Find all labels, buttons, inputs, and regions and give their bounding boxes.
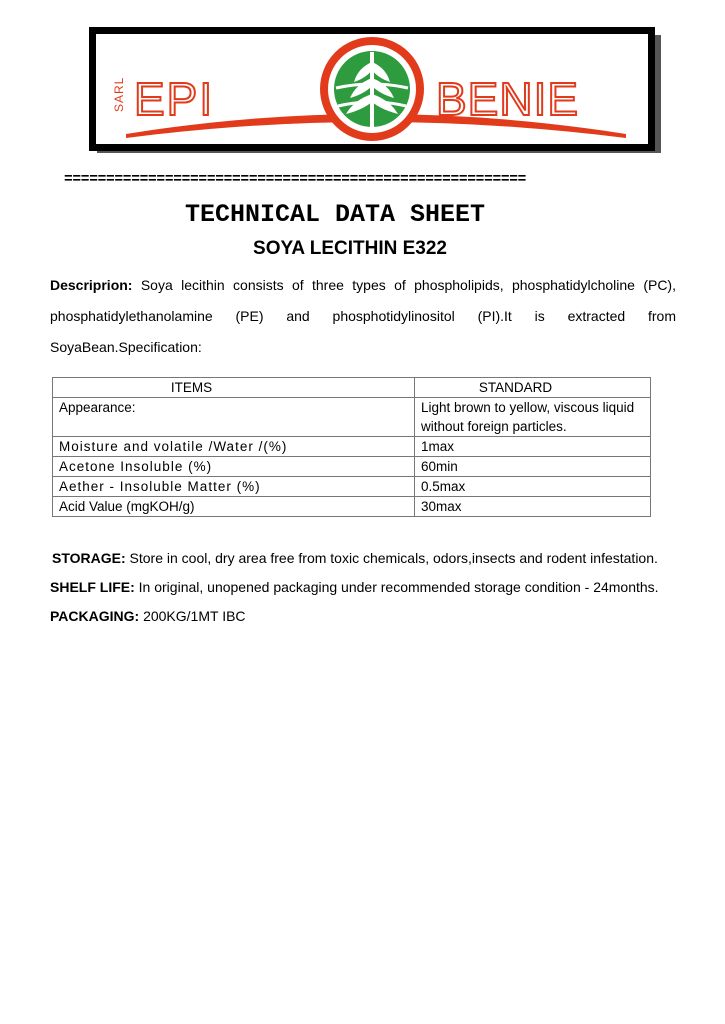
table-header-row — [53, 378, 651, 398]
standard-cell: 0.5max — [415, 477, 651, 497]
standard-cell: 60min — [415, 457, 651, 477]
logo-left-word: EPI — [134, 73, 215, 125]
separator-line: ======================================================= — [64, 172, 527, 188]
table-row — [53, 457, 651, 477]
shelf-life-info — [50, 579, 659, 595]
product-subtitle: SOYA LECITHIN E322 — [253, 238, 447, 259]
standard-cell: 1max — [415, 437, 651, 457]
packaging-info — [50, 608, 246, 624]
document-title: TECHNICAL DATA SHEET — [184, 200, 486, 229]
packaging-label: PACKAGING: — [50, 608, 140, 624]
storage-info — [52, 550, 658, 566]
header-standard: STANDARD — [415, 378, 651, 398]
table-row — [53, 437, 651, 457]
table-row — [53, 477, 651, 497]
table-row — [53, 398, 651, 437]
shelf-life-text: In original, unopened packaging under recommended storage condition - 24months. — [134, 579, 659, 595]
description-text: Soya lecithin consists of three types of phospholipids, phosphatidylcholine (PC), phosphatidylethanolamine (PE) and phosphotidylinositol (PI).It is extracted from SoyaBean.Specification: — [50, 277, 676, 355]
shelf-life-label: SHELF LIFE: — [50, 579, 135, 595]
specification-table — [52, 377, 651, 517]
header-items: ITEMS — [53, 378, 415, 398]
standard-cell: Light brown to yellow, viscous liquid without foreign particles. — [415, 398, 651, 437]
company-logo — [89, 27, 655, 151]
logo-right-word: BENIE — [436, 73, 580, 125]
logo-sarl-text: SARL — [112, 76, 126, 112]
standard-cell: 30max — [415, 497, 651, 517]
item-cell: Appearance: — [53, 398, 415, 437]
storage-text: Store in cool, dry area free from toxic chemicals, odors,insects and rodent infestation. — [125, 550, 658, 566]
description-paragraph — [50, 270, 676, 363]
table-row — [53, 497, 651, 517]
description-label: Descriprion: — [50, 277, 133, 293]
item-cell: Aether - Insoluble Matter (%) — [53, 477, 415, 497]
item-cell: Acetone Insoluble (%) — [53, 457, 415, 477]
storage-label: STORAGE: — [52, 550, 126, 566]
item-cell: Moisture and volatile /Water /(%) — [53, 437, 415, 457]
packaging-text: 200KG/1MT IBC — [139, 608, 246, 624]
item-cell: Acid Value (mgKOH/g) — [53, 497, 415, 517]
